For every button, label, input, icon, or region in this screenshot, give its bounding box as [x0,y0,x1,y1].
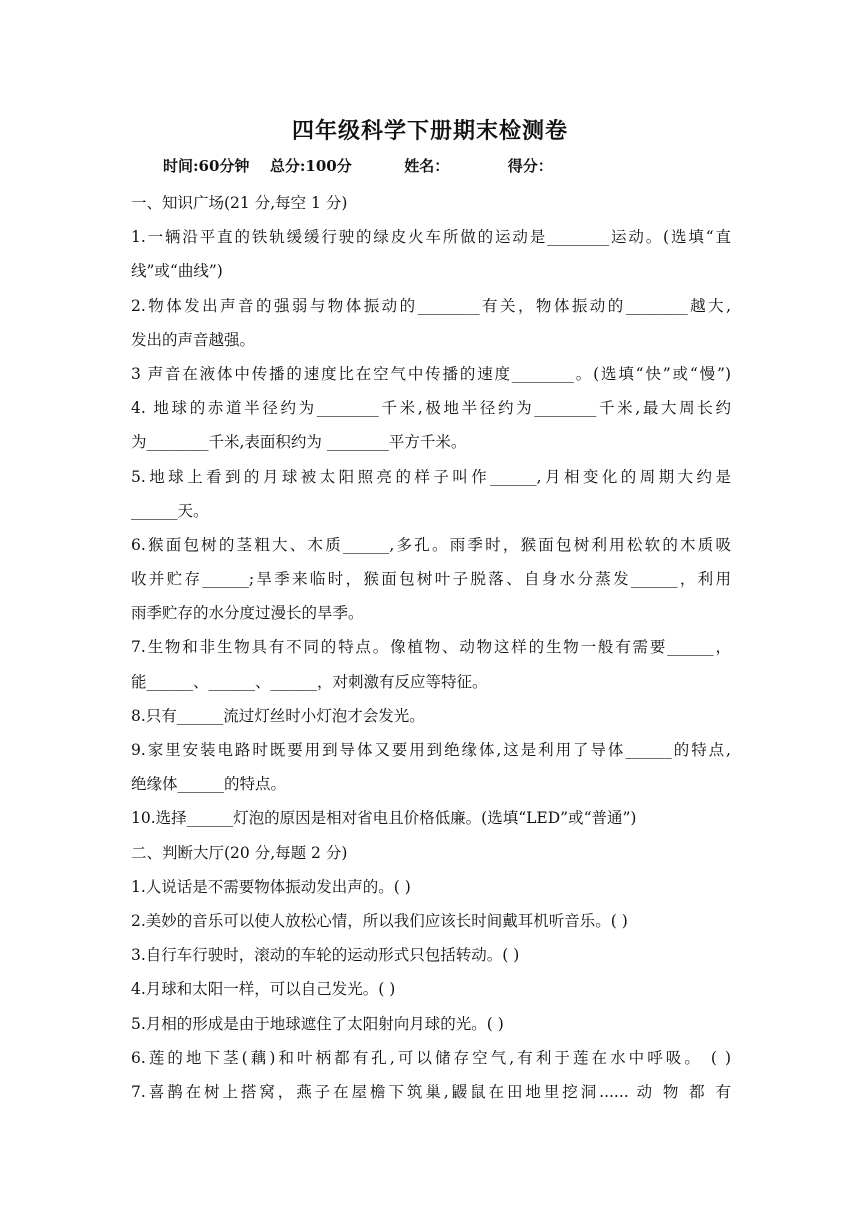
question-text: 5.地球上看到的月球被太阳照亮的样子叫作______,月相变化的周期大约是 [131,467,731,486]
question-text: 3 声音在液体中传播的速度比在空气中传播的速度________。(选填“快”或“慢”) [131,364,731,383]
judgement-item: 6.莲的地下茎(藕)和叶柄都有孔,可以储存空气,有利于莲在水中呼吸。 ( ) [131,1048,731,1067]
result-label: 得分： [507,157,553,175]
score-label: 总分:100分 [269,157,352,175]
question-text: 2.物体发出声音的强弱与物体振动的________有关，物体振动的________越大, [131,296,731,315]
question-text: 6.猴面包树的茎粗大、木质______,多孔。雨季时，猴面包树利用松软的木质吸 [131,535,731,554]
exam-title: 四年级科学下册期末检测卷 [291,118,568,144]
exam-meta [163,155,553,176]
judgement-item: 7.喜鹊在树上搭窝，燕子在屋檐下筑巢,鼹鼠在田地里挖洞...... 动 物 都 有 [131,1082,731,1101]
judgement-item: 3.自行车行驶时，滚动的车轮的运动形式只包括转动。( ) [131,946,520,965]
judgement-item: 1.人说话是不需要物体振动发出声的。( ) [131,877,411,896]
name-label: 姓名： [404,157,450,175]
judgement-item: 2.美妙的音乐可以使人放松心情，所以我们应该长时间戴耳机听音乐。( ) [131,911,628,930]
time-label: 时间:60分钟 [163,157,250,175]
question-text: ______天。 [131,501,209,520]
question-text: 4. 地球的赤道半径约为________千米,极地半径约为________千米,最大周长约 [131,399,731,418]
section-heading-knowledge: 一、知识广场(21 分,每空 1 分) [131,194,348,212]
question-text: 雨季贮存的水分度过漫长的旱季。 [131,604,364,623]
question-text: 发出的声音越强。 [131,330,256,349]
question-text: 绝缘体______的特点。 [131,775,287,794]
exam-body [131,186,731,1109]
question-text: 9.家里安装电路时既要用到导体又要用到绝缘体,这是利用了导体______的特点, [131,741,731,759]
question-text: 8.只有______流过灯丝时小灯泡才会发光。 [131,706,425,725]
judgement-item: 4.月球和太阳一样，可以自己发光。( ) [131,980,396,999]
question-text: 线”或“曲线”) [131,262,223,281]
section-heading-judgement: 二、判断大厅(20 分,每题 2 分) [131,843,348,862]
question-text: 能______、______、______，对刺激有反应等特征。 [131,672,488,691]
question-text: 为________千米,表面积约为 ________平方千米。 [131,433,467,452]
question-text: 1.一辆沿平直的铁轨缓缓行驶的绿皮火车所做的运动是________运动。(选填“直 [131,228,731,247]
question-text: 7.生物和非生物具有不同的特点。像植物、动物这样的生物一般有需要______， [131,638,731,657]
judgement-item: 5.月相的形成是由于地球遮住了太阳射向月球的光。( ) [131,1014,504,1033]
question-text: 10.选择______灯泡的原因是相对省电且价格低廉。(选填“LED”或“普通”) [131,809,637,828]
question-text: 收并贮存______;旱季来临时，猴面包树叶子脱落、自身水分蒸发______，利用 [131,570,731,589]
